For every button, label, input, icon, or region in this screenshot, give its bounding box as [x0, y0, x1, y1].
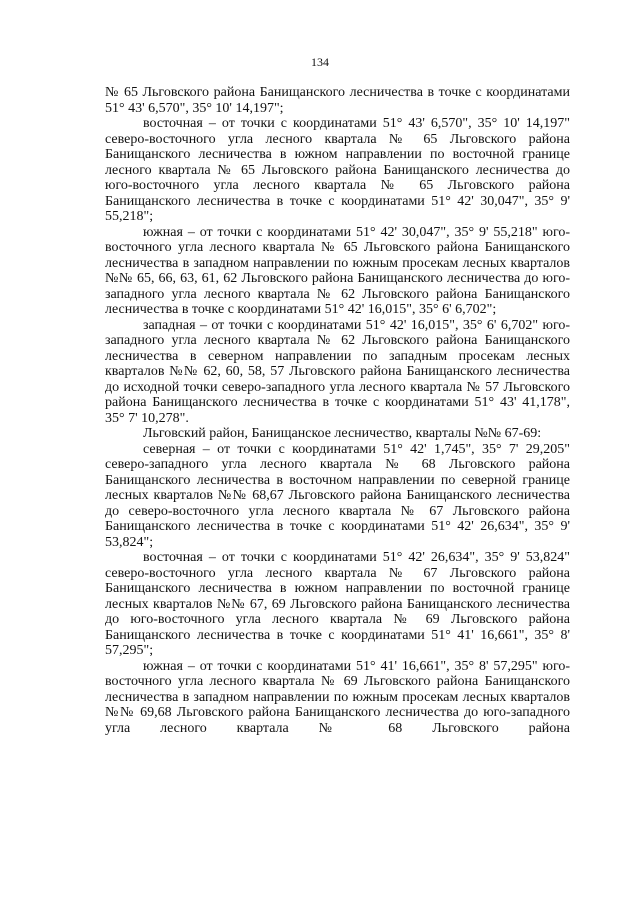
paragraph-section-heading-kv67-69: Льговский район, Банищанское лесничество, кварталы №№ 67-69: [143, 426, 542, 441]
paragraph-eastern-boundary-kv57-65: восточная – от точки с координатами 51° 43' 6,570", 35° 10' 14,197" северо-восточного угла лесного квартала № 65 Льговского района Банищанского лесничества в южном направлении по восточной границе лесного квартала № 65 Льговского района Банищанского лесничества до юго-восточного угла лесного квартала № 65 Льговского района Банищанского лесничества в точке с координатами 51° 42' 30,047", 35° 9' 55,218"; [105, 116, 570, 224]
paragraph-continuation: № 65 Льговского района Банищанского лесничества в точке с координатами 51° 43' 6,570", 35° 10' 14,197"; [105, 85, 570, 116]
paragraph-southern-boundary-kv57-65: южная – от точки с координатами 51° 42' 30,047", 35° 9' 55,218" юго-восточного угла лесного квартала № 65 Льговского района Банищанского лесничества в западном направлении по южным просекам лесных кварталов №№ 65, 66, 63, 61, 62 Льговского района Банищанского лесничества до юго-западного угла лесного квартала № 62 Льговского района Банищанского лесничества в точке с координатами 51° 42' 16,015", 35° 6' 6,702"; [105, 224, 570, 317]
document-body [105, 85, 570, 736]
paragraph-northern-boundary-kv67-69: северная – от точки с координатами 51° 42' 1,745", 35° 7' 29,205" северо-западного угла лесного квартала № 68 Льговского района Банищанского лесничества в восточном направлении по северной границе лесных кварталов №№ 68,67 Льговского района Банищанского лесничества до северо-восточного угла лесного квартала № 67 Льговского района Банищанского лесничества в точке с координатами 51° 42' 26,634", 35° 9' 53,824"; [105, 441, 570, 550]
paragraph-eastern-boundary-kv67-69: восточная – от точки с координатами 51° 42' 26,634", 35° 9' 53,824" северо-восточного угла лесного квартала № 67 Льговского района Банищанского лесничества в южном направлении по восточной границе лесных кварталов №№ 67, 69 Льговского района Банищанского лесничества до юго-восточного угла лесного квартала № 69 Льговского района Банищанского лесничества в точке с координатами 51° 41' 16,661", 35° 8' 57,295"; [105, 550, 570, 658]
paragraph-southern-boundary-kv67-69: южная – от точки с координатами 51° 41' 16,661", 35° 8' 57,295" юго-восточного угла лесного квартала № 69 Льговского района Банищанского лесничества в западном направлении по южным просекам лесных кварталов №№ 69,68 Льговского района Банищанского лесничества до юго-западного угла лесного квартала № 68 Льговского района [105, 658, 570, 736]
paragraph-western-boundary-kv57-65: западная – от точки с координатами 51° 42' 16,015", 35° 6' 6,702" юго-западного угла лесного квартала № 62 Льговского района Банищанского лесничества в северном направлении по западным просекам лесных кварталов №№ 62, 60, 58, 57 Льговского района Банищанского лесничества до исходной точки северо-западного угла лесного квартала № 57 Льговского района Банищанского лесничества в точке с координатами 51° 43' 41,178", 35° 7' 10,278". [105, 317, 570, 426]
page-number: 134 [311, 55, 329, 69]
